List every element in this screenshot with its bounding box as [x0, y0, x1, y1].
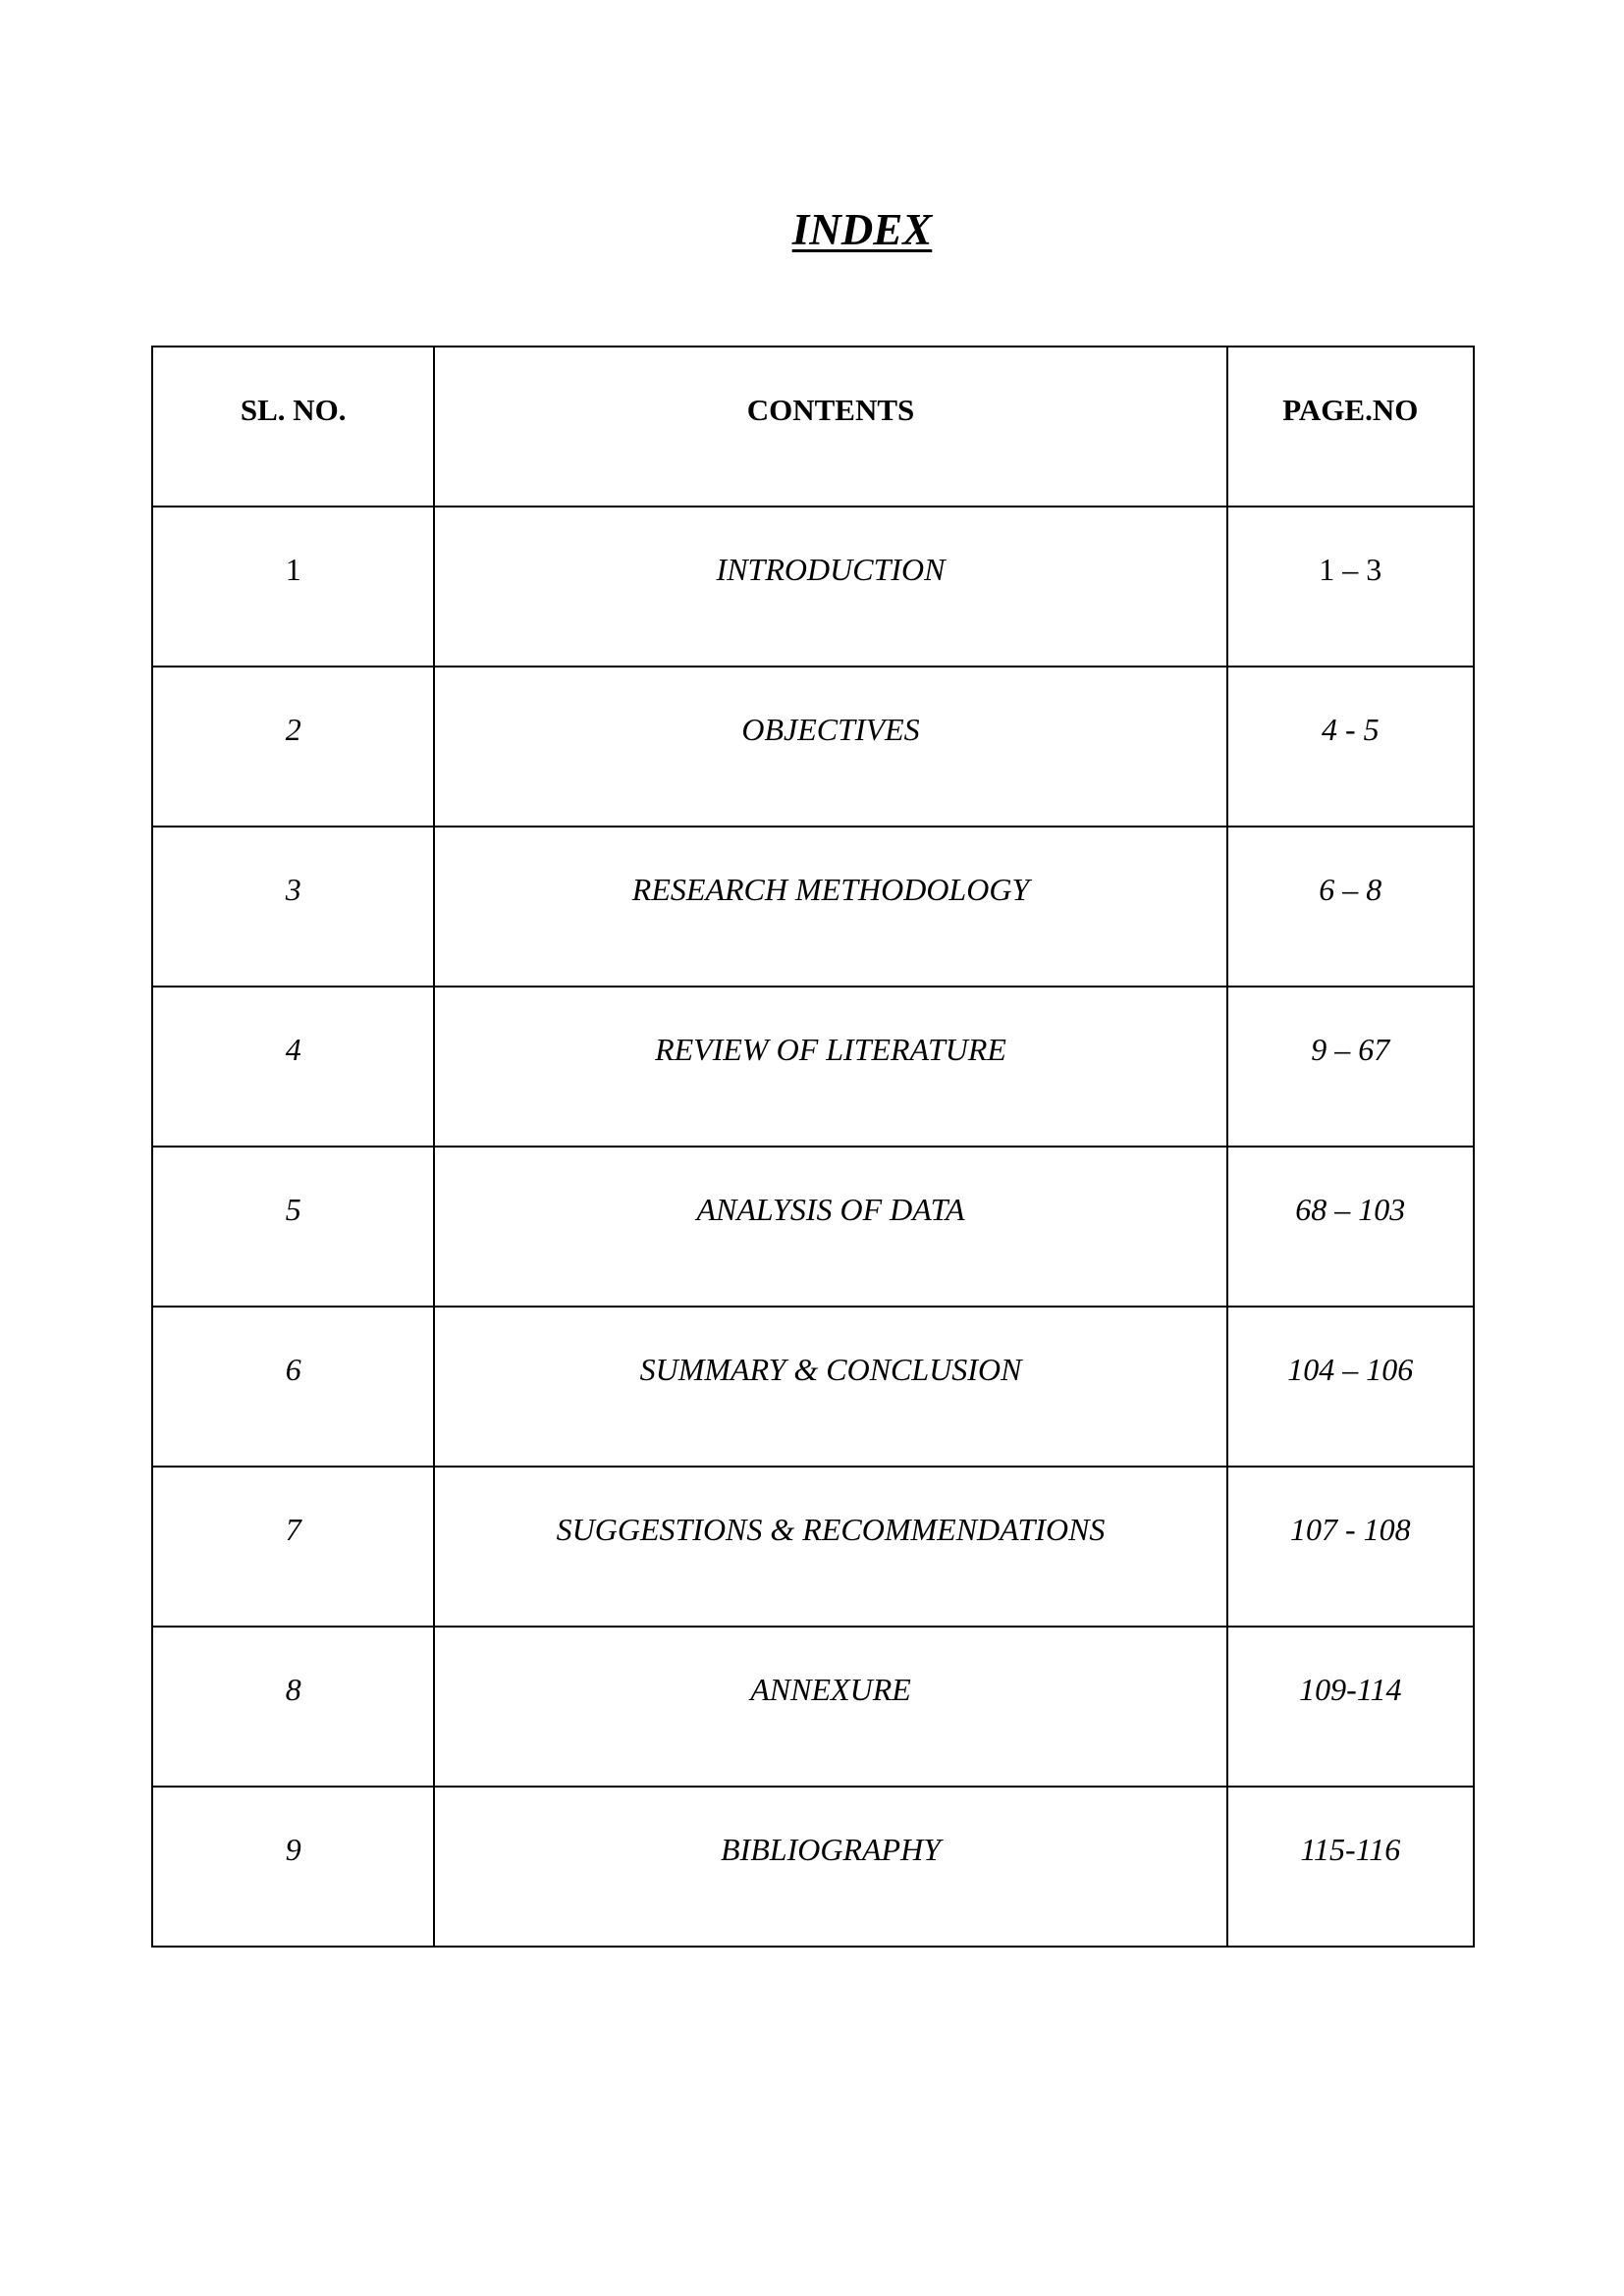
header-contents-label: CONTENTS — [746, 393, 915, 427]
table-row — [152, 1467, 1474, 1627]
row-contents: SUMMARY & CONCLUSION — [639, 1352, 1022, 1387]
row-sl-cell — [152, 1147, 434, 1307]
header-contents — [434, 347, 1226, 507]
table-row — [152, 667, 1474, 827]
row-contents: INTRODUCTION — [716, 552, 946, 587]
header-page-no — [1227, 347, 1474, 507]
row-sl: 7 — [285, 1512, 301, 1547]
header-page-no-label: PAGE.NO — [1282, 393, 1419, 427]
row-page-cell — [1227, 1307, 1474, 1467]
row-contents-cell — [434, 1627, 1226, 1787]
row-contents: BIBLIOGRAPHY — [721, 1832, 941, 1867]
row-sl: 9 — [285, 1832, 301, 1867]
row-page: 109-114 — [1299, 1672, 1402, 1707]
row-contents: OBJECTIVES — [741, 712, 920, 747]
table-row — [152, 1627, 1474, 1787]
row-sl-cell — [152, 1787, 434, 1947]
row-contents-cell — [434, 667, 1226, 827]
row-sl: 2 — [285, 712, 301, 747]
table-row — [152, 827, 1474, 987]
row-contents: SUGGESTIONS & RECOMMENDATIONS — [556, 1512, 1106, 1547]
row-sl-cell — [152, 1467, 434, 1627]
header-sl-no — [152, 347, 434, 507]
row-page: 104 – 106 — [1287, 1352, 1414, 1387]
table-row — [152, 1787, 1474, 1947]
row-page-cell — [1227, 1787, 1474, 1947]
table-row — [152, 987, 1474, 1147]
table-row — [152, 1147, 1474, 1307]
row-page: 6 – 8 — [1319, 872, 1382, 907]
row-sl: 8 — [285, 1672, 301, 1707]
row-page-cell — [1227, 1467, 1474, 1627]
row-page: 68 – 103 — [1295, 1192, 1406, 1227]
row-contents-cell — [434, 827, 1226, 987]
row-contents: ANALYSIS OF DATA — [696, 1192, 965, 1227]
row-contents-cell — [434, 1467, 1226, 1627]
row-page: 4 - 5 — [1321, 712, 1380, 747]
row-page: 1 – 3 — [1319, 552, 1382, 587]
row-page-cell — [1227, 1627, 1474, 1787]
row-page-cell — [1227, 827, 1474, 987]
row-page: 115-116 — [1300, 1832, 1401, 1867]
row-contents: ANNEXURE — [750, 1672, 911, 1707]
row-page-cell — [1227, 1147, 1474, 1307]
row-sl: 6 — [285, 1352, 301, 1387]
row-sl-cell — [152, 667, 434, 827]
table-row — [152, 507, 1474, 667]
index-table — [151, 346, 1475, 1948]
row-sl: 5 — [285, 1192, 301, 1227]
row-contents-cell — [434, 1787, 1226, 1947]
row-sl-cell — [152, 507, 434, 667]
table-row — [152, 1307, 1474, 1467]
row-sl: 3 — [285, 872, 301, 907]
row-sl-cell — [152, 987, 434, 1147]
row-contents-cell — [434, 987, 1226, 1147]
row-page-cell — [1227, 507, 1474, 667]
table-header-row — [152, 347, 1474, 507]
row-sl: 1 — [285, 552, 301, 587]
row-page: 9 – 67 — [1311, 1032, 1390, 1067]
row-contents: REVIEW OF LITERATURE — [655, 1032, 1006, 1067]
row-page-cell — [1227, 667, 1474, 827]
row-contents-cell — [434, 507, 1226, 667]
row-sl-cell — [152, 1307, 434, 1467]
row-page-cell — [1227, 987, 1474, 1147]
row-contents-cell — [434, 1147, 1226, 1307]
header-sl-no-label: SL. NO. — [240, 393, 347, 427]
row-contents-cell — [434, 1307, 1226, 1467]
row-sl-cell — [152, 1627, 434, 1787]
row-sl-cell — [152, 827, 434, 987]
page-title: INDEX — [791, 205, 933, 254]
row-contents: RESEARCH METHODOLOGY — [631, 872, 1030, 907]
row-sl: 4 — [285, 1032, 301, 1067]
row-page: 107 - 108 — [1289, 1512, 1411, 1547]
